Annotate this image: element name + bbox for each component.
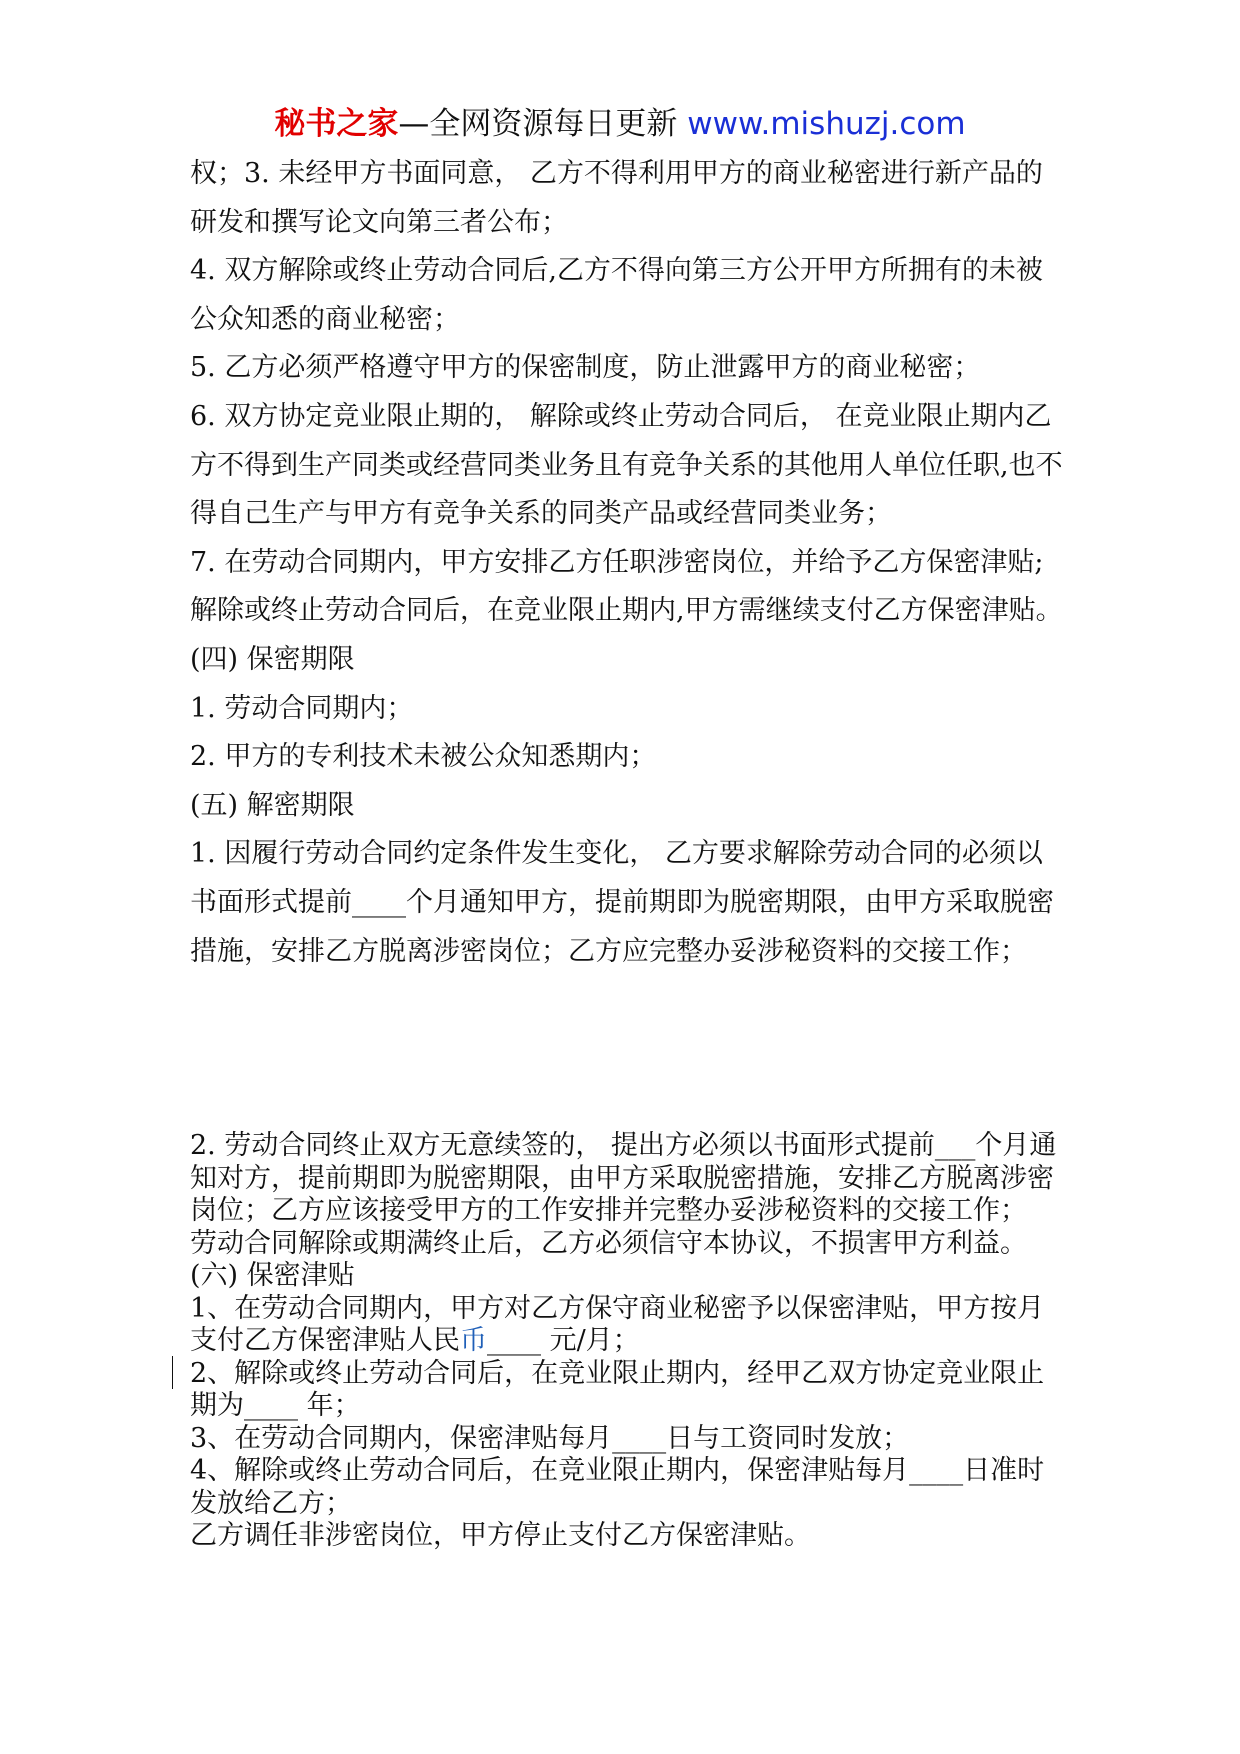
allowance-1-text: 1、在劳动合同期内，甲方对乙方保守商业秘密予以保密津贴，甲方按月支付乙方保密津贴人民	[190, 1292, 1045, 1356]
header-slogan: —全网资源每日更新	[398, 106, 688, 142]
paragraph-clause-4: 4. 双方解除或终止劳动合同后,乙方不得向第三方公开甲方所拥有的未被公众知悉的商业秘密；	[190, 255, 1043, 335]
text-cursor	[172, 1356, 173, 1389]
heading-declassification-period: (五) 解密期限	[190, 789, 355, 821]
paragraph-clause-6: 6. 双方协定竞业限止期的， 解除或终止劳动合同后， 在竞业限止期内乙方不得到生产同类或经营同类业务且有竞争关系的其他用人单位任职,也不得自己生产与甲方有竞争关系的同类产品或经营同类业务；	[190, 400, 1063, 530]
paragraph-allowance-2: 2、解除或终止劳动合同后，在竞业限止期内，经甲乙双方协定竞业限止期为____ 年；	[190, 1357, 1045, 1421]
document-body-upper	[190, 150, 1065, 976]
paragraph-allowance-4: 4、解除或终止劳动合同后，在竞业限止期内，保密津贴每月____日准时发放给乙方；	[190, 1455, 1045, 1519]
paragraph-allowance-3: 3、在劳动合同期内，保密津贴每月____日与工资同时发放；	[190, 1422, 910, 1454]
allowance-1-amount: ____ 元/月；	[487, 1325, 640, 1356]
currency-link[interactable]: 币	[460, 1325, 487, 1356]
paragraph-clause-3: 权；3. 未经甲方书面同意， 乙方不得利用甲方的商业秘密进行新产品的研发和撰写论文向第三者公布；	[190, 158, 1043, 238]
document-body-lower	[190, 1130, 1065, 1553]
paragraph-period-2: 2. 甲方的专利技术未被公众知悉期内；	[190, 741, 657, 773]
paragraph-allowance-1	[190, 1293, 1065, 1358]
paragraph-after-termination: 劳动合同解除或期满终止后，乙方必须信守本协议，不损害甲方利益。 (六) 保密津贴	[190, 1227, 1027, 1291]
paragraph-allowance-stop: 乙方调任非涉密岗位，甲方停止支付乙方保密津贴。	[190, 1520, 811, 1551]
site-header	[0, 102, 1240, 146]
paragraph-period-1: 1. 劳动合同期内；	[190, 692, 414, 724]
header-brand: 秘书之家	[274, 106, 399, 142]
heading-secrecy-period: (四) 保密期限	[190, 643, 355, 675]
paragraph-clause-5: 5. 乙方必须严格遵守甲方的保密制度，防止泄露甲方的商业秘密；	[190, 352, 981, 384]
paragraph-clause-7: 7. 在劳动合同期内，甲方安排乙方任职涉密岗位，并给予乙方保密津贴;解除或终止劳动合同后，在竞业限止期内,甲方需继续支付乙方保密津贴。	[190, 546, 1063, 627]
paragraph-declass-1: 1. 因履行劳动合同约定条件发生变化， 乙方要求解除劳动合同的必须以书面形式提前____个月通知甲方，提前期即为脱密期限，由甲方采取脱密措施，安排乙方脱离涉密岗位；乙方应完整办妥涉秘资料的交接工作；	[190, 838, 1054, 967]
paragraph-declass-2: 2. 劳动合同终止双方无意续签的， 提出方必须以书面形式提前___个月通知对方，提前期即为脱密期限，由甲方采取脱密措施，安排乙方脱离涉密岗位；乙方应该接受甲方的工作安排并完整办妥涉秘资料的交接工作；	[190, 1130, 1057, 1226]
header-url-link[interactable]: www.mishuzj.com	[687, 106, 966, 142]
